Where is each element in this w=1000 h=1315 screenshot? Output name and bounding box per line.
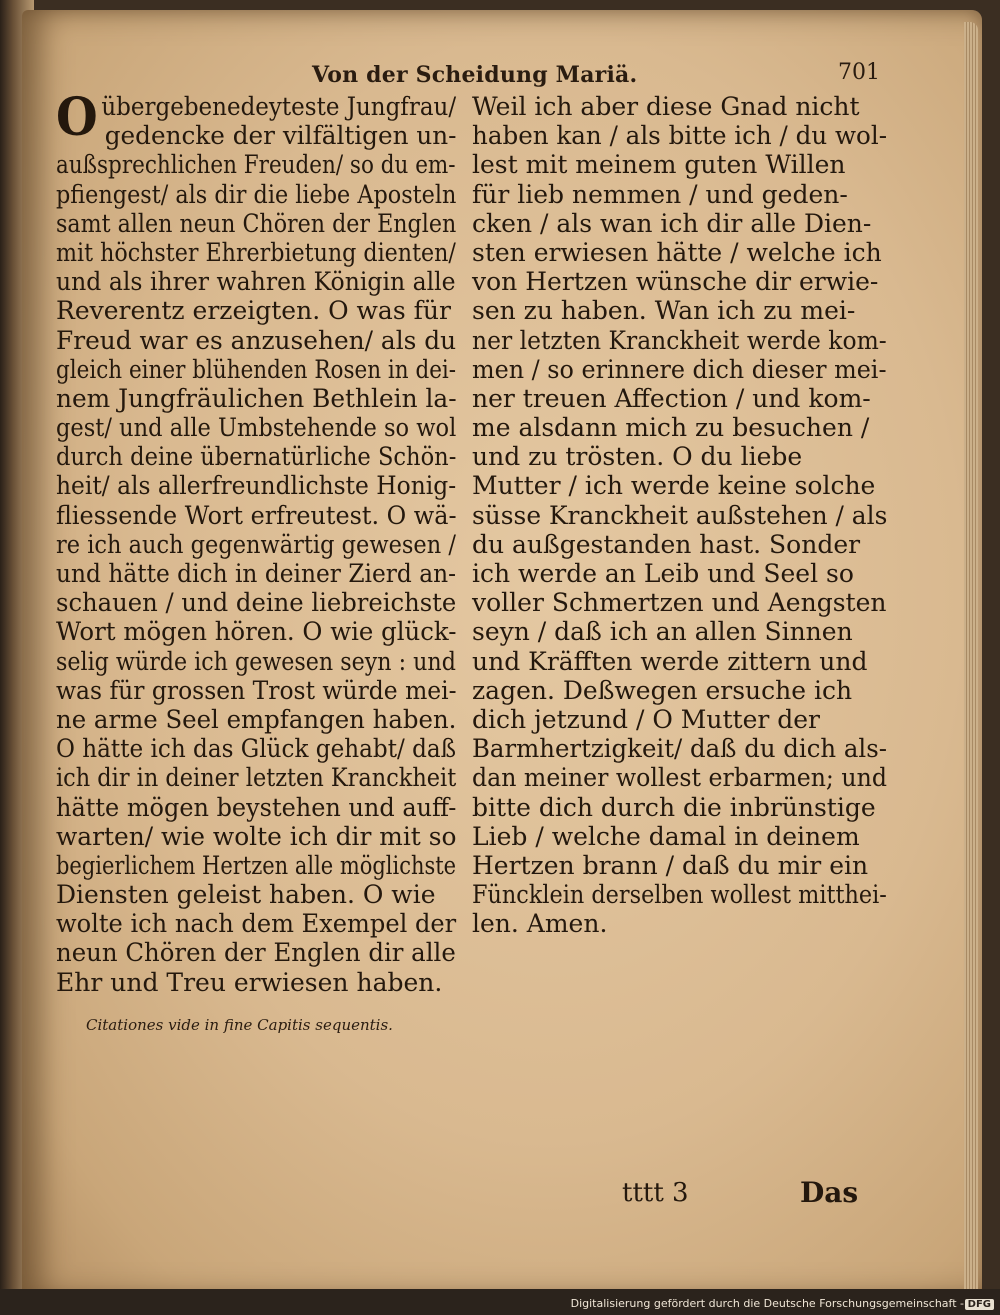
text-line: Wort mögen hören. O wie glück- (56, 617, 457, 647)
text-line: und Kräfften werde zittern und (472, 646, 868, 676)
text-line: len. Amen. (472, 909, 608, 939)
text-line: neun Chören der Englen dir alle (56, 938, 456, 968)
footer-bar (0, 1289, 1000, 1315)
text-line: bitte dich durch die inbrünstige (472, 792, 876, 822)
text-line: re ich auch gegenwärtig gewesen / (56, 529, 456, 559)
text-line: fliessende Wort erfreutest. O wä- (56, 500, 457, 530)
text-line: hätte mögen beystehen und auff- (56, 792, 457, 822)
text-line: wolte ich nach dem Exempel der (56, 909, 457, 939)
text-line: was für grossen Trost würde mei- (56, 675, 457, 705)
text-line: Hertzen brann / daß du mir ein (472, 850, 869, 880)
text-line: dan meiner wollest erbarmen; und (472, 763, 887, 793)
text-line: warten/ wie wolte ich dir mit so (56, 821, 457, 851)
text-line: schauen / und deine liebreichste (56, 588, 457, 618)
text-line: ne arme Seel empfangen haben. (56, 704, 457, 734)
text-line: sten erwiesen hätte / welche ich (472, 237, 882, 267)
text-line: ich dir in deiner letzten Kranckheit (56, 763, 457, 793)
text-line: dich jetzund / O Mutter der (472, 704, 821, 734)
text-line: voller Schmertzen und Aengsten (472, 588, 887, 618)
text-line: seyn / daß ich an allen Sinnen (472, 617, 853, 647)
text-line: ner letzten Kranckheit werde kom- (472, 325, 887, 355)
text-line: samt allen neun Chören der Englen (56, 208, 457, 238)
funding-credit: Digitalisierung gefördert durch die Deutsche Forschungsgemeinschaft - (570, 1297, 964, 1310)
page-number: 701 (838, 60, 880, 85)
text-line: gedencke der vilfältigen un- (104, 121, 457, 151)
left-text-column (56, 87, 457, 997)
text-line: Füncklein derselben wollest mitthei- (472, 880, 887, 910)
text-line: Reverentz erzeigten. O was für (56, 296, 451, 326)
text-line: Mutter / ich werde keine solche (472, 471, 876, 501)
text-line: du außgestanden hast. Sonder (472, 529, 861, 559)
text-line: selig würde ich gewesen seyn : und (56, 646, 456, 676)
text-line: lest mit meinem guten Willen (472, 150, 846, 180)
text-line: heit/ als allerfreundlichste Honig- (56, 471, 457, 501)
signature-mark: tttt 3 (622, 1178, 689, 1208)
text-line: sen zu haben. Wan ich zu mei- (472, 296, 856, 326)
text-line: O hätte ich das Glück gehabt/ daß (56, 734, 457, 764)
text-line: Diensten geleist haben. O wie (56, 880, 436, 910)
text-line: haben kan / als bitte ich / du wol- (472, 121, 888, 151)
text-line: zagen. Deßwegen ersuche ich (472, 675, 853, 705)
text-line: Barmhertzigkeit/ daß du dich als- (472, 734, 887, 764)
page-edge (964, 22, 978, 1302)
text-line: außsprechlichen Freuden/ so du em- (56, 150, 456, 180)
text-line: von Hertzen wünsche dir erwie- (472, 267, 879, 297)
text-line: nem Jungfräulichen Bethlein la- (56, 383, 457, 413)
text-line: und als ihrer wahren Königin alle (56, 267, 456, 297)
text-line: gest/ und alle Umbstehende so wol (56, 413, 457, 443)
text-line: men / so erinnere dich dieser mei- (472, 354, 887, 384)
text-line: me alsdann mich zu besuchen / (472, 413, 870, 443)
right-text-column (472, 92, 887, 938)
text-line: pfiengest/ als dir die liebe Aposteln (56, 179, 457, 209)
text-line: ner treuen Affection / und kom- (472, 383, 871, 413)
text-line: mit höchster Ehrerbietung dienten/ (56, 237, 456, 267)
text-line: Ehr und Treu erwiesen haben. (56, 967, 443, 997)
text-line: süsse Kranckheit außstehen / als (472, 500, 888, 530)
text-line: ich werde an Leib und Seel so (472, 559, 854, 588)
text-line: begierlichem Hertzen alle möglichste (56, 850, 457, 880)
text-line: Lieb / welche damal in deinem (472, 821, 860, 851)
running-head: Von der Scheidung Mariä. (312, 62, 638, 88)
text-line: Weil ich aber diese Gnad nicht (472, 92, 860, 121)
dfg-logo: DFG (965, 1299, 994, 1310)
citation-note: Citationes vide in fine Capitis sequentis. (86, 1016, 393, 1034)
text-line: und zu trösten. O du liebe (472, 442, 803, 472)
text-line: durch deine übernatürliche Schön- (56, 442, 457, 472)
catchword: Das (800, 1176, 859, 1209)
text-line: Oübergebenedeyteste Jungfrau/ (56, 87, 457, 148)
text-line: Freud war es anzusehen/ als du (56, 325, 457, 355)
text-line: und hätte dich in deiner Zierd an- (56, 559, 457, 588)
text-line: für lieb nemmen / und geden- (472, 179, 848, 209)
text-line: gleich einer blühenden Rosen in dei- (56, 354, 457, 384)
text-line: cken / als wan ich dir alle Dien- (472, 208, 872, 238)
